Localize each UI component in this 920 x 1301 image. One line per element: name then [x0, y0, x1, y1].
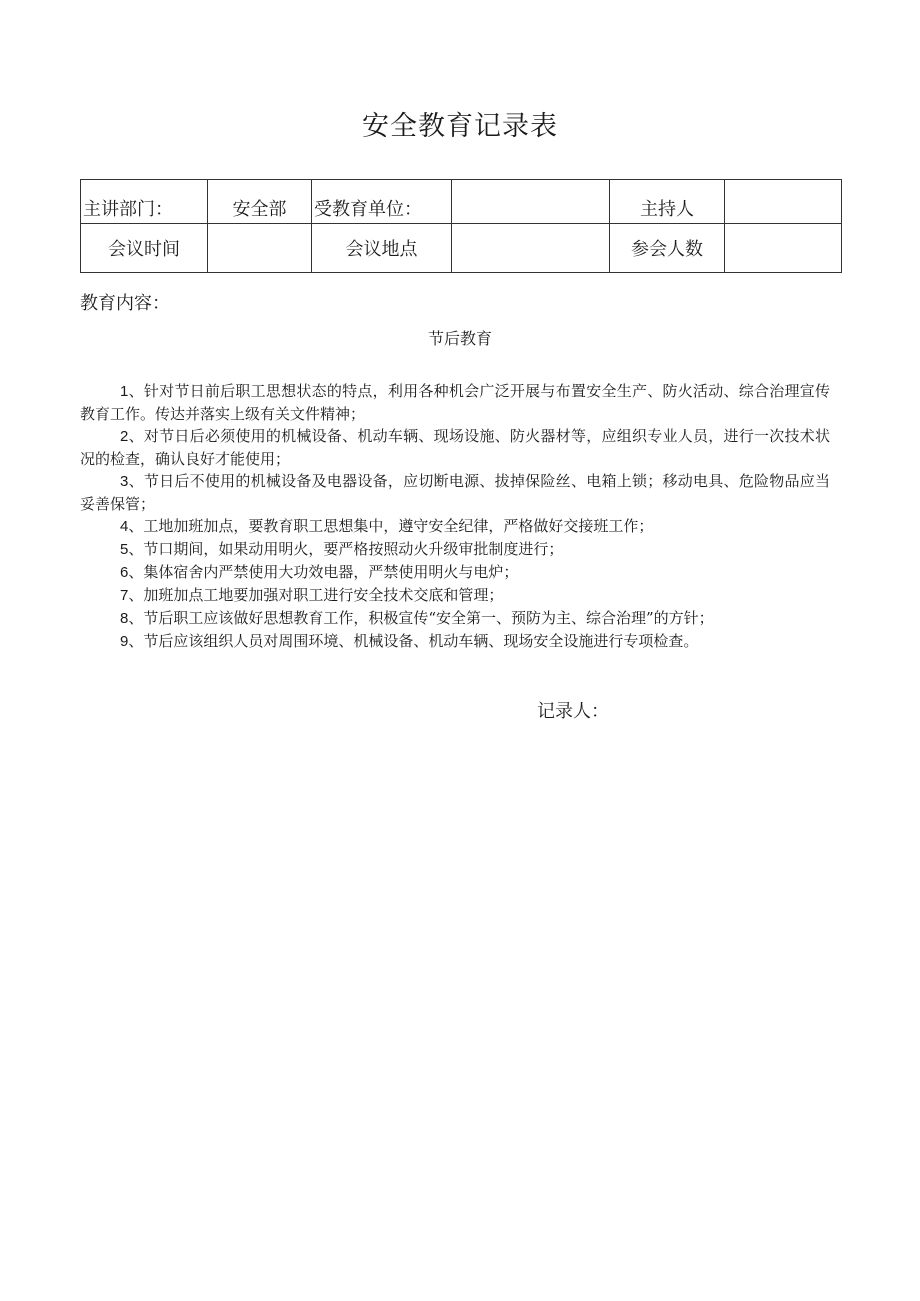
content-subtitle: 节后教育	[427, 329, 492, 348]
item-number: 6	[120, 564, 129, 581]
list-item	[80, 561, 830, 584]
dept-value[interactable]: 安全部	[208, 180, 312, 224]
count-value[interactable]	[725, 224, 842, 273]
host-label: 主持人	[610, 180, 725, 224]
item-text: 、集体宿舍内严禁使用大功效电器，严禁使用明火与电炉；	[128, 563, 519, 581]
item-text: 、针对节日前后职工思想状态的特点，利用各种机会广泛开展与布置安全生产、防火活动、综合治理宣传教育工作。传达并落实上级有关文件精神；	[80, 382, 830, 423]
item-number: 2	[120, 428, 129, 445]
content-body	[80, 380, 830, 653]
list-item	[80, 425, 830, 470]
count-label: 参会人数	[610, 224, 725, 273]
dept-label: 主讲部门：	[81, 180, 208, 224]
info-table	[80, 179, 842, 273]
item-text: 、加班加点工地要加强对职工进行安全技术交底和管理；	[128, 586, 504, 604]
list-item	[80, 584, 830, 607]
list-item	[80, 380, 830, 425]
item-number: 9	[120, 633, 129, 650]
time-value[interactable]	[208, 224, 312, 273]
list-item	[80, 607, 830, 630]
unit-label: 受教育单位：	[312, 180, 452, 224]
recorder-label: 记录人：	[537, 701, 609, 722]
unit-value[interactable]	[452, 180, 610, 224]
item-number: 3	[120, 473, 129, 490]
list-item	[80, 515, 830, 538]
info-row-2	[81, 224, 842, 273]
item-text: 、节日后不使用的机械设备及电器设备，应切断电源、拔掉保险丝、电箱上锁；移动电具、危险物品应当妥善保管；	[80, 472, 830, 513]
item-text: 、对节日后必须使用的机械设备、机动车辆、现场设施、防火器材等，应组织专业人员，进行一次技术状况的检查，确认良好才能使用；	[80, 427, 830, 468]
place-label: 会议地点	[312, 224, 452, 273]
item-text: 、节后应该组织人员对周围环境、机械设备、机动车辆、现场安全设施进行专项检查。	[128, 632, 699, 650]
content-label: 教育内容：	[80, 293, 170, 314]
item-text: 、节口期间，如果动用明火，要严格按照动火升级审批制度进行；	[128, 540, 564, 558]
item-number: 8	[120, 610, 129, 627]
list-item	[80, 538, 830, 561]
time-label: 会议时间	[81, 224, 208, 273]
list-item	[80, 470, 830, 515]
item-text: 、工地加班加点，要教育职工思想集中，遵守安全纪律，严格做好交接班工作；	[128, 517, 654, 535]
place-value[interactable]	[452, 224, 610, 273]
item-number: 5	[120, 541, 129, 558]
item-number: 4	[120, 518, 129, 535]
item-number: 7	[120, 587, 129, 604]
page-title: 安全教育记录表	[362, 111, 558, 142]
list-item	[80, 630, 830, 653]
host-value[interactable]	[725, 180, 842, 224]
item-number: 1	[120, 383, 129, 400]
item-text: 、节后职工应该做好思想教育工作，积极宣传“安全第一、预防为主、综合治理”的方针；	[128, 609, 714, 627]
info-row-1	[81, 180, 842, 224]
